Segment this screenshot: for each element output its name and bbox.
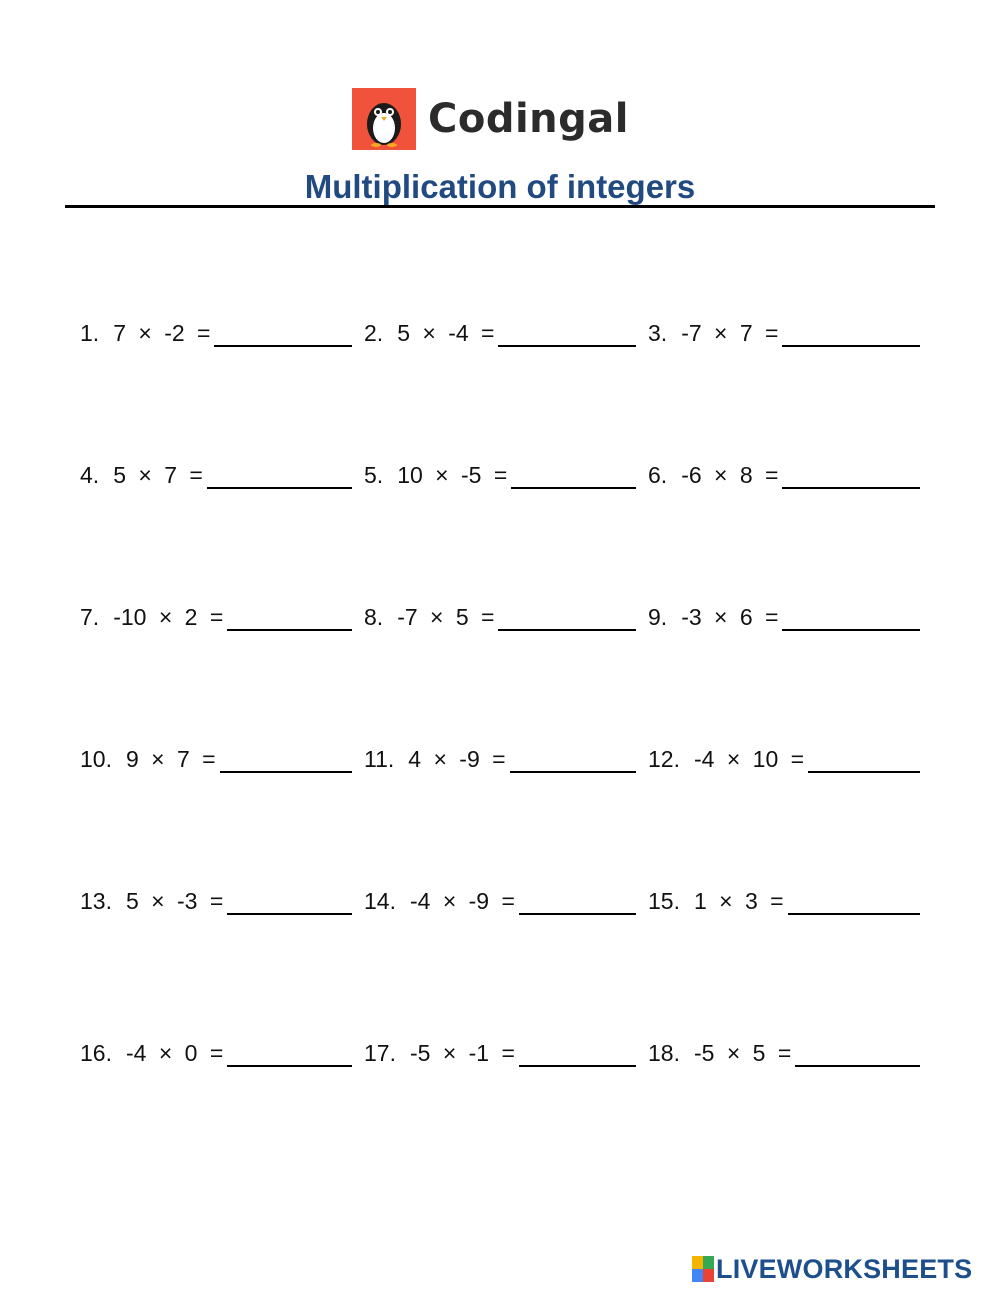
answer-blank[interactable]	[510, 747, 636, 773]
answer-blank[interactable]	[227, 1041, 352, 1067]
problem-item	[648, 746, 920, 773]
answer-blank[interactable]	[788, 889, 920, 915]
problem-item	[80, 462, 352, 489]
answer-blank[interactable]	[782, 605, 920, 631]
answer-blank[interactable]	[227, 605, 352, 631]
answer-blank[interactable]	[227, 889, 352, 915]
problem-number: 1.	[80, 320, 100, 346]
problem-number: 10.	[80, 746, 112, 772]
problem-expression: -7 × 5 =	[397, 604, 495, 630]
answer-blank[interactable]	[498, 605, 636, 631]
problem-number: 14.	[364, 888, 396, 914]
problem-expression: -6 × 8 =	[681, 462, 779, 488]
answer-blank[interactable]	[511, 463, 636, 489]
page-title: Multiplication of integers	[304, 168, 696, 205]
problem-item	[80, 1040, 352, 1067]
answer-blank[interactable]	[795, 1041, 920, 1067]
problem-item	[364, 746, 636, 773]
problem-expression: -7 × 7 =	[681, 320, 779, 346]
problem-number: 16.	[80, 1040, 112, 1066]
problem-expression: -3 × 6 =	[681, 604, 779, 630]
problem-number: 3.	[648, 320, 668, 346]
problem-number: 6.	[648, 462, 668, 488]
liveworksheets-icon	[692, 1256, 714, 1282]
problem-expression: -4 × 0 =	[125, 1040, 224, 1066]
problem-item	[80, 888, 352, 915]
problem-number: 12.	[648, 746, 680, 772]
problem-expression: 10 × -5 =	[397, 462, 508, 488]
brand-name: Codingal	[428, 96, 629, 142]
problem-item	[648, 320, 920, 347]
problem-item	[364, 888, 636, 915]
answer-blank[interactable]	[808, 747, 920, 773]
problem-number: 17.	[364, 1040, 396, 1066]
answer-blank[interactable]	[214, 321, 352, 347]
problem-expression: -5 × -1 =	[409, 1040, 515, 1066]
problem-item	[648, 888, 920, 915]
footer-brand: LIVEWORKSHEETS	[716, 1253, 973, 1284]
problem-item	[364, 1040, 636, 1067]
problem-expression: -4 × -9 =	[409, 888, 515, 914]
answer-blank[interactable]	[498, 321, 636, 347]
problem-expression: 5 × -3 =	[125, 888, 224, 914]
answer-blank[interactable]	[220, 747, 352, 773]
problem-expression: 4 × -9 =	[408, 746, 506, 772]
problem-number: 9.	[648, 604, 668, 630]
problem-expression: -10 × 2 =	[113, 604, 224, 630]
problem-expression: 5 × -4 =	[397, 320, 495, 346]
problem-number: 4.	[80, 462, 100, 488]
problem-expression: 1 × 3 =	[693, 888, 784, 914]
problem-number: 5.	[364, 462, 384, 488]
title-divider	[65, 205, 935, 208]
problem-number: 8.	[364, 604, 384, 630]
problem-item	[648, 462, 920, 489]
problem-number: 11.	[364, 746, 395, 772]
problem-item	[364, 462, 636, 489]
problem-item	[80, 604, 352, 631]
problem-number: 13.	[80, 888, 112, 914]
problem-item	[648, 1040, 920, 1067]
answer-blank[interactable]	[782, 463, 920, 489]
liveworksheets-footer	[692, 1254, 972, 1284]
problem-number: 2.	[364, 320, 384, 346]
problem-expression: -5 × 5 =	[693, 1040, 792, 1066]
penguin-icon	[352, 88, 416, 150]
problem-expression: 9 × 7 =	[125, 746, 216, 772]
problem-item	[364, 604, 636, 631]
answer-blank[interactable]	[207, 463, 352, 489]
answer-blank[interactable]	[519, 889, 636, 915]
answer-blank[interactable]	[519, 1041, 636, 1067]
problem-number: 18.	[648, 1040, 680, 1066]
problem-item	[80, 320, 352, 347]
problem-item	[648, 604, 920, 631]
answer-blank[interactable]	[782, 321, 920, 347]
problem-expression: -4 × 10 =	[693, 746, 805, 772]
problem-item	[80, 746, 352, 773]
codingal-logo	[352, 88, 629, 150]
problem-expression: 5 × 7 =	[113, 462, 203, 488]
problem-item	[364, 320, 636, 347]
problem-expression: 7 × -2 =	[113, 320, 211, 346]
problem-number: 15.	[648, 888, 680, 914]
problem-number: 7.	[80, 604, 100, 630]
